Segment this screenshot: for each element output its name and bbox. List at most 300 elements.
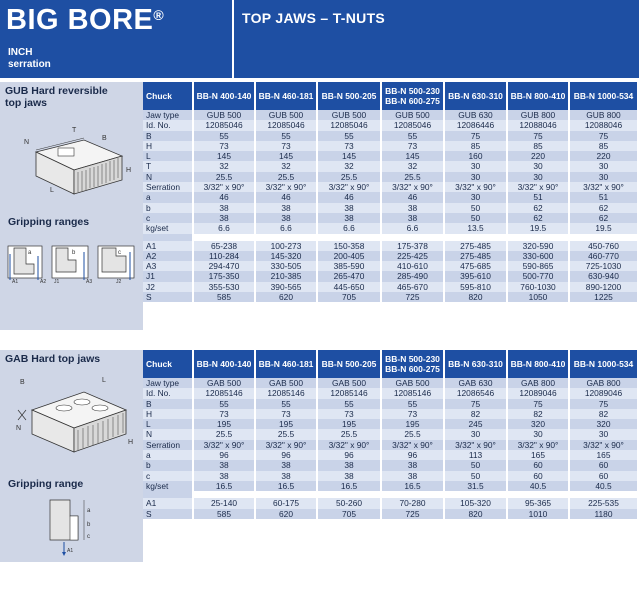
table-cell: 1180: [569, 509, 637, 519]
table-cell: 12086446: [444, 120, 507, 130]
table-row: [143, 172, 637, 182]
table-cell: 890-1200: [569, 282, 637, 292]
table-cell: 3/32" x 90°: [569, 440, 637, 450]
table-cell: 75: [507, 399, 569, 409]
table-cell: [255, 491, 317, 498]
table-cell: 820: [444, 292, 507, 302]
table-cell: 75: [444, 399, 507, 409]
table-cell: 75: [569, 131, 637, 141]
table-cell: 85: [507, 141, 569, 151]
table-cell: 55: [193, 131, 255, 141]
table-cell: 73: [193, 409, 255, 419]
table-cell: 73: [317, 141, 381, 151]
table-cell: 16.5: [193, 481, 255, 491]
table-cell: 630-940: [569, 271, 637, 281]
table-cell: 32: [317, 161, 381, 171]
table-cell: 285-490: [381, 271, 444, 281]
table-cell: 85: [569, 141, 637, 151]
table-cell: 60: [569, 460, 637, 470]
table-cell: 38: [193, 471, 255, 481]
row-label: H: [143, 409, 193, 419]
table-cell: 3/32" x 90°: [569, 182, 637, 192]
table-cell: 145-320: [255, 251, 317, 261]
table-cell: GAB 500: [193, 378, 255, 388]
table-cell: 70-280: [381, 498, 444, 508]
row-label: kg/set: [143, 223, 193, 233]
row-label: J2: [143, 282, 193, 292]
gub-gripping-drawing: [4, 242, 140, 284]
table-cell: 1010: [507, 509, 569, 519]
table-cell: 30: [444, 172, 507, 182]
gab-range-label-b: b: [87, 522, 91, 528]
table-cell: 3/32" x 90°: [317, 440, 381, 450]
table-row: [143, 419, 637, 429]
gab-gripping-drawing: [40, 496, 100, 556]
table-cell: GUB 500: [381, 110, 444, 120]
column-header-model: BB-N 630-310: [444, 82, 507, 110]
table-cell: GAB 800: [507, 378, 569, 388]
table-cell: 320: [569, 419, 637, 429]
table-cell: [317, 234, 381, 241]
table-cell: 60-175: [255, 498, 317, 508]
table-cell: GUB 800: [507, 110, 569, 120]
table-cell: 165: [569, 450, 637, 460]
table-cell: 65-238: [193, 241, 255, 251]
table-cell: GAB 500: [255, 378, 317, 388]
table-cell: 38: [255, 203, 317, 213]
table-cell: 38: [193, 213, 255, 223]
table-cell: 62: [507, 203, 569, 213]
table-cell: 73: [381, 141, 444, 151]
column-header-model: BB-N 630-310: [444, 350, 507, 378]
table-cell: 590-865: [507, 261, 569, 271]
table-cell: 12085146: [317, 388, 381, 398]
table-cell: GAB 500: [317, 378, 381, 388]
gab-label-h: H: [128, 439, 134, 446]
column-header-model: BB-N 500-205: [317, 350, 381, 378]
column-header-model: BB-N 500-205: [317, 82, 381, 110]
table-cell: 73: [255, 141, 317, 151]
table-cell: 175-378: [381, 241, 444, 251]
table-cell: 16.5: [381, 481, 444, 491]
gab-range-label-a1: A1: [67, 548, 74, 554]
table-cell: 225-425: [381, 251, 444, 261]
table-cell: 32: [381, 161, 444, 171]
table-row: [143, 409, 637, 419]
table-cell: [193, 234, 255, 241]
table-cell: 465-670: [381, 282, 444, 292]
table-cell: 40.5: [569, 481, 637, 491]
row-label: H: [143, 141, 193, 151]
table-cell: 82: [569, 409, 637, 419]
column-header-model: BB-N 400-140: [193, 82, 255, 110]
table-cell: 6.6: [381, 223, 444, 233]
gub-label-t: T: [72, 127, 77, 134]
table-cell: 38: [317, 203, 381, 213]
table-cell: 210-385: [255, 271, 317, 281]
table-cell: 38: [255, 460, 317, 470]
table-cell: 30: [507, 161, 569, 171]
table-cell: GUB 500: [193, 110, 255, 120]
table-cell: 220: [569, 151, 637, 161]
table-cell: 195: [381, 419, 444, 429]
table-cell: 55: [193, 399, 255, 409]
table-cell: 760-1030: [507, 282, 569, 292]
table-cell: 30: [444, 161, 507, 171]
table-cell: 445-650: [317, 282, 381, 292]
table-cell: 51: [507, 192, 569, 202]
table-cell: 200-405: [317, 251, 381, 261]
gub-title: GUB Hard reversible top jaws: [5, 85, 108, 109]
table-cell: 150-358: [317, 241, 381, 251]
table-cell: 50: [444, 213, 507, 223]
table-cell: 96: [193, 450, 255, 460]
table-cell: 95-365: [507, 498, 569, 508]
table-row: [143, 213, 637, 223]
table-cell: 330-600: [507, 251, 569, 261]
table-cell: 12085046: [193, 120, 255, 130]
row-label: L: [143, 419, 193, 429]
table-cell: 145: [193, 151, 255, 161]
table-cell: 705: [317, 509, 381, 519]
column-header-model: BB-N 400-140: [193, 350, 255, 378]
page-title: TOP JAWS – T-NUTS: [242, 10, 386, 26]
table-cell: 38: [193, 203, 255, 213]
column-header-model: BB-N 460-181: [255, 82, 317, 110]
table-cell: 30: [444, 429, 507, 439]
table-cell: [444, 491, 507, 498]
table-cell: 46: [381, 192, 444, 202]
gab-range-label-a: a: [87, 508, 91, 514]
table-cell: 12085046: [255, 120, 317, 130]
table-cell: 73: [255, 409, 317, 419]
table-cell: 320: [507, 419, 569, 429]
table-cell: GAB 800: [569, 378, 637, 388]
row-label: Id. No.: [143, 388, 193, 398]
table-cell: 3/32" x 90°: [193, 182, 255, 192]
table-spacer-row: [143, 491, 637, 498]
gub-label-h: H: [126, 167, 132, 174]
table-cell: 110-284: [193, 251, 255, 261]
column-header-model: BB-N 500-230 BB-N 600-275: [381, 82, 444, 110]
table-cell: 275-485: [444, 241, 507, 251]
table-cell: 265-470: [317, 271, 381, 281]
row-label: [143, 234, 193, 241]
table-cell: 165: [507, 450, 569, 460]
table-cell: 145: [381, 151, 444, 161]
table-cell: 3/32" x 90°: [507, 440, 569, 450]
table-cell: 38: [255, 213, 317, 223]
row-label: [143, 491, 193, 498]
table-row: [143, 498, 637, 508]
row-label: A1: [143, 241, 193, 251]
gab-gripping-title: Gripping range: [8, 478, 84, 490]
table-cell: 46: [255, 192, 317, 202]
table-row: [143, 192, 637, 202]
table-cell: 32: [255, 161, 317, 171]
row-label: a: [143, 192, 193, 202]
gab-label-b: B: [20, 379, 25, 386]
table-header-row: [143, 350, 637, 378]
table-row: [143, 241, 637, 251]
table-row: [143, 223, 637, 233]
table-cell: 13.5: [444, 223, 507, 233]
table-cell: 38: [317, 213, 381, 223]
gab-jaw-drawing: [12, 370, 134, 466]
table-cell: 3/32" x 90°: [444, 182, 507, 192]
table-cell: 73: [193, 141, 255, 151]
table-cell: 62: [507, 213, 569, 223]
table-cell: [569, 234, 637, 241]
table-row: [143, 131, 637, 141]
table-cell: 50: [444, 471, 507, 481]
table-cell: 145: [255, 151, 317, 161]
table-cell: 225-535: [569, 498, 637, 508]
table-cell: 16.5: [255, 481, 317, 491]
table-cell: 30: [569, 172, 637, 182]
gub-range-label-a3: A3: [86, 279, 93, 284]
table-cell: 460-770: [569, 251, 637, 261]
row-label: T: [143, 161, 193, 171]
table-cell: 50: [444, 203, 507, 213]
table-row: [143, 440, 637, 450]
table-cell: [569, 491, 637, 498]
page-title-header: [234, 0, 639, 78]
gub-section: [0, 82, 639, 330]
table-cell: 40.5: [507, 481, 569, 491]
table-cell: 38: [193, 460, 255, 470]
table-row: [143, 292, 637, 302]
column-header-model: BB-N 800-410: [507, 82, 569, 110]
table-cell: 19.5: [507, 223, 569, 233]
table-cell: 105-320: [444, 498, 507, 508]
gub-range-label-b: b: [72, 250, 76, 256]
row-label: N: [143, 429, 193, 439]
table-cell: 75: [507, 131, 569, 141]
table-cell: 705: [317, 292, 381, 302]
table-cell: 275-485: [444, 251, 507, 261]
table-header-row: [143, 82, 637, 110]
table-cell: GAB 500: [381, 378, 444, 388]
table-cell: 38: [317, 460, 381, 470]
table-row: [143, 182, 637, 192]
table-cell: 3/32" x 90°: [444, 440, 507, 450]
row-label: J1: [143, 271, 193, 281]
table-cell: [507, 234, 569, 241]
gub-label-l: L: [50, 187, 54, 194]
table-cell: 12088046: [569, 120, 637, 130]
table-cell: 820: [444, 509, 507, 519]
table-cell: 16.5: [317, 481, 381, 491]
table-cell: 32: [193, 161, 255, 171]
table-cell: 100-273: [255, 241, 317, 251]
table-cell: 395-610: [444, 271, 507, 281]
table-row: [143, 161, 637, 171]
table-cell: 620: [255, 292, 317, 302]
table-cell: 725-1030: [569, 261, 637, 271]
table-row: [143, 471, 637, 481]
row-label: N: [143, 172, 193, 182]
table-cell: 46: [193, 192, 255, 202]
table-cell: 12085146: [193, 388, 255, 398]
gub-spec-table: [143, 82, 637, 302]
table-cell: 19.5: [569, 223, 637, 233]
row-label: B: [143, 399, 193, 409]
table-cell: 585: [193, 509, 255, 519]
table-cell: 3/32" x 90°: [381, 182, 444, 192]
row-label: Jaw type: [143, 378, 193, 388]
table-cell: 30: [507, 172, 569, 182]
table-cell: GUB 500: [317, 110, 381, 120]
table-cell: 3/32" x 90°: [255, 440, 317, 450]
table-cell: 38: [381, 471, 444, 481]
table-cell: 3/32" x 90°: [255, 182, 317, 192]
table-cell: GAB 630: [444, 378, 507, 388]
table-cell: 75: [569, 399, 637, 409]
table-cell: 12085146: [255, 388, 317, 398]
table-cell: 3/32" x 90°: [381, 440, 444, 450]
table-cell: 82: [507, 409, 569, 419]
table-cell: 96: [317, 450, 381, 460]
table-cell: 12089046: [507, 388, 569, 398]
table-row: [143, 429, 637, 439]
table-cell: 30: [569, 429, 637, 439]
table-cell: 55: [255, 399, 317, 409]
table-cell: 96: [255, 450, 317, 460]
table-cell: [507, 491, 569, 498]
table-cell: 30: [507, 429, 569, 439]
table-row: [143, 261, 637, 271]
row-label: Id. No.: [143, 120, 193, 130]
table-cell: 25.5: [381, 172, 444, 182]
table-row: [143, 282, 637, 292]
table-cell: 3/32" x 90°: [193, 440, 255, 450]
gub-gripping-title: Gripping ranges: [8, 216, 90, 228]
table-cell: 245: [444, 419, 507, 429]
gab-spec-table: [143, 350, 637, 519]
table-cell: 145: [317, 151, 381, 161]
table-cell: 12086546: [444, 388, 507, 398]
table-cell: 46: [317, 192, 381, 202]
table-cell: 85: [444, 141, 507, 151]
table-cell: 96: [381, 450, 444, 460]
gub-range-label-a: a: [28, 250, 32, 256]
table-cell: [317, 491, 381, 498]
table-cell: 12085046: [317, 120, 381, 130]
table-cell: 175-350: [193, 271, 255, 281]
table-cell: 390-565: [255, 282, 317, 292]
table-spacer-row: [143, 234, 637, 241]
table-cell: 25.5: [255, 172, 317, 182]
gab-range-label-c: c: [87, 534, 90, 540]
column-header-chuck: Chuck: [143, 350, 193, 378]
row-label: b: [143, 203, 193, 213]
table-cell: 25-140: [193, 498, 255, 508]
gub-range-label-a2: A2: [40, 279, 47, 284]
table-cell: 330-505: [255, 261, 317, 271]
table-cell: 595-810: [444, 282, 507, 292]
row-label: B: [143, 131, 193, 141]
table-cell: 30: [569, 161, 637, 171]
table-cell: 73: [381, 409, 444, 419]
table-cell: 500-770: [507, 271, 569, 281]
gub-label-b: B: [102, 135, 107, 142]
gab-title: GAB Hard top jaws: [5, 353, 101, 365]
row-label: c: [143, 213, 193, 223]
table-cell: GUB 630: [444, 110, 507, 120]
table-cell: 475-685: [444, 261, 507, 271]
table-cell: 113: [444, 450, 507, 460]
table-cell: 6.6: [317, 223, 381, 233]
table-cell: 31.5: [444, 481, 507, 491]
table-cell: [444, 234, 507, 241]
table-cell: 195: [317, 419, 381, 429]
column-header-model: BB-N 1000-534: [569, 350, 637, 378]
column-header-model: BB-N 500-230 BB-N 600-275: [381, 350, 444, 378]
table-cell: 385-590: [317, 261, 381, 271]
row-label: A1: [143, 498, 193, 508]
table-cell: 60: [507, 471, 569, 481]
table-cell: 73: [317, 409, 381, 419]
table-cell: 55: [381, 131, 444, 141]
table-cell: 51: [569, 192, 637, 202]
table-cell: 585: [193, 292, 255, 302]
table-cell: 75: [444, 131, 507, 141]
table-cell: 725: [381, 509, 444, 519]
column-header-model: BB-N 800-410: [507, 350, 569, 378]
row-label: A2: [143, 251, 193, 261]
table-cell: [255, 234, 317, 241]
table-cell: 50-260: [317, 498, 381, 508]
table-row: [143, 110, 637, 120]
table-row: [143, 450, 637, 460]
table-cell: 410-610: [381, 261, 444, 271]
table-row: [143, 151, 637, 161]
row-label: c: [143, 471, 193, 481]
table-cell: 60: [507, 460, 569, 470]
brand-header: [0, 0, 232, 78]
table-cell: 55: [317, 399, 381, 409]
table-cell: 220: [507, 151, 569, 161]
gub-label-n: N: [24, 139, 30, 146]
row-label: kg/set: [143, 481, 193, 491]
table-row: [143, 141, 637, 151]
row-label: S: [143, 509, 193, 519]
table-cell: 725: [381, 292, 444, 302]
table-cell: 25.5: [193, 429, 255, 439]
table-cell: 160: [444, 151, 507, 161]
table-row: [143, 120, 637, 130]
table-row: [143, 399, 637, 409]
row-label: S: [143, 292, 193, 302]
table-cell: 50: [444, 460, 507, 470]
gab-section: [0, 350, 639, 562]
table-row: [143, 388, 637, 398]
row-label: Serration: [143, 182, 193, 192]
table-cell: [381, 234, 444, 241]
table-cell: 12088046: [507, 120, 569, 130]
table-cell: 25.5: [317, 429, 381, 439]
table-cell: [193, 491, 255, 498]
table-cell: 620: [255, 509, 317, 519]
table-row: [143, 251, 637, 261]
gub-jaw-drawing: [14, 120, 134, 200]
brand-title: BIG BORE®: [6, 4, 165, 36]
table-cell: 30: [444, 192, 507, 202]
table-cell: 6.6: [193, 223, 255, 233]
table-cell: 62: [569, 203, 637, 213]
table-cell: 55: [317, 131, 381, 141]
